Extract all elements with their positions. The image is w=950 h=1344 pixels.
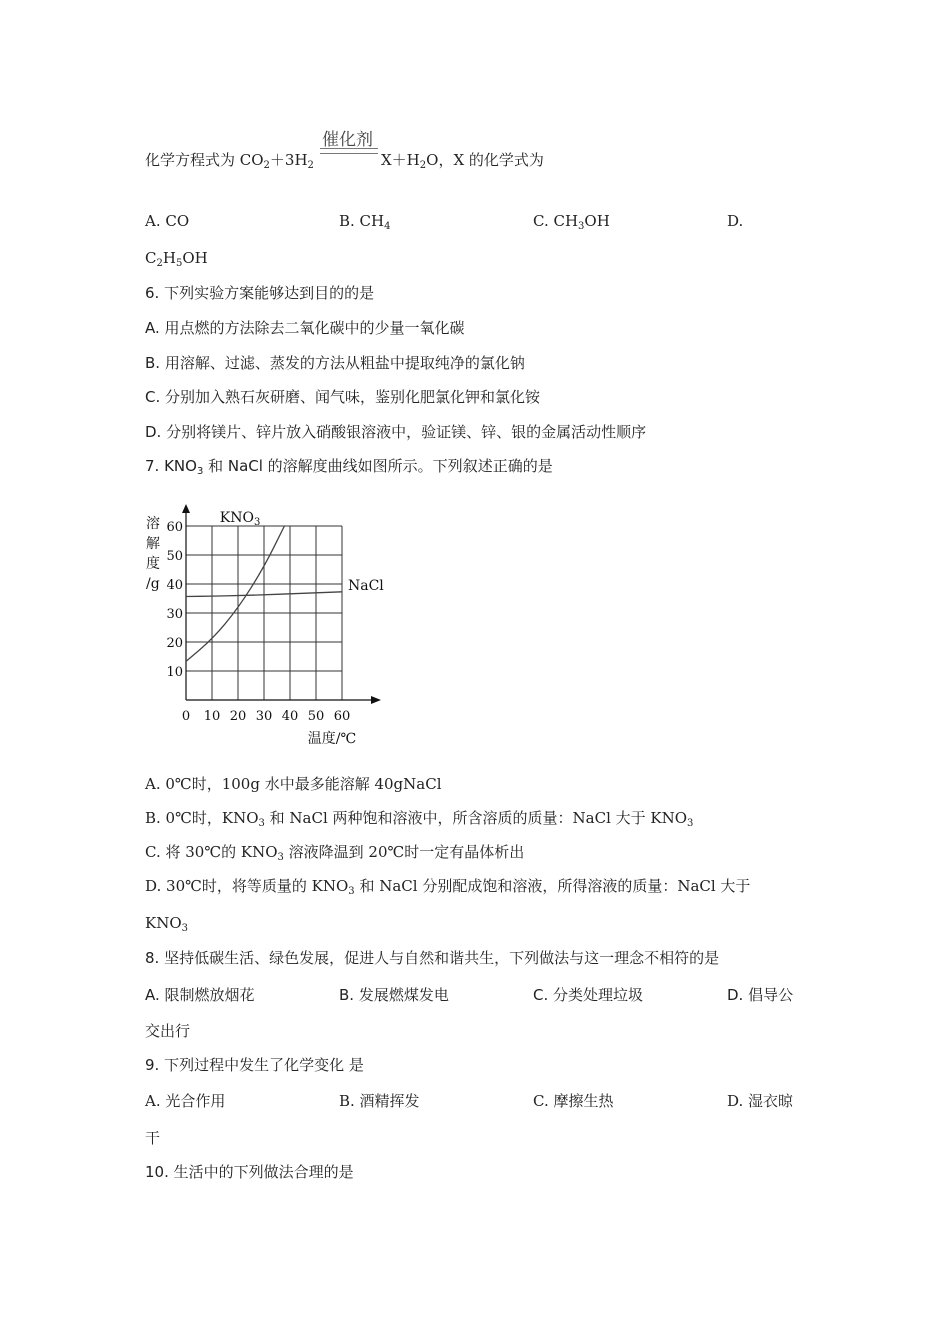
series-line-kno3 — [186, 526, 284, 661]
q6-option-d: D. 分别将镁片、锌片放入硝酸银溶液中，验证镁、锌、银的金属活动性顺序 — [145, 423, 647, 441]
q9-option-a: A. 光合作用 — [145, 1092, 226, 1110]
q7-stem — [145, 456, 553, 476]
eq-plus-h: ＋3H — [269, 151, 308, 169]
y-axis-arrow — [182, 504, 190, 513]
x-tick-label: 30 — [255, 709, 273, 724]
q5-option-d-continued — [145, 248, 208, 268]
q5-d-oh: OH — [182, 249, 208, 267]
q8-option-d-continued: 交出行 — [145, 1022, 191, 1040]
q5-d-c: C — [145, 249, 157, 267]
q5-c-sub: 3 — [578, 221, 585, 232]
q5-d-sub2: 5 — [175, 258, 183, 269]
q7-stem-pre: 7. KNO — [145, 457, 197, 475]
equation-line-left — [145, 150, 314, 170]
q6-option-c: C. 分别加入熟石灰研磨、闻气味，鉴别化肥氯化钾和氯化铵 — [145, 388, 541, 406]
chart-labels — [146, 510, 384, 747]
q9-stem: 9. 下列过程中发生了化学变化 是 — [145, 1056, 364, 1074]
y-axis-label-char: 度 — [146, 556, 160, 572]
q8-option-d: D. 倡导公 — [727, 986, 794, 1004]
y-axis-label-char: 解 — [146, 536, 160, 552]
q5-c-text: C. CH — [533, 212, 579, 230]
equation-line-right — [381, 150, 544, 170]
eq-product: X＋H — [381, 151, 420, 169]
reaction-double-line — [320, 148, 378, 154]
solubility-chart — [140, 500, 390, 750]
q9-option-d: D. 湿衣晾 — [727, 1092, 794, 1110]
eq-suffix: O，X 的化学式为 — [426, 151, 544, 169]
q5-option-b — [339, 211, 391, 231]
q5-c-tail: OH — [584, 212, 610, 230]
q5-b-sub: 4 — [384, 221, 391, 232]
q9-option-d-continued: 干 — [145, 1129, 161, 1147]
q7-d-cont-pre: KNO — [145, 914, 182, 932]
eq-h2-sub: 2 — [307, 160, 314, 171]
y-tick-label: 40 — [166, 578, 183, 593]
catalyst-label: 催化剂 — [322, 130, 373, 150]
y-tick-label: 50 — [166, 549, 183, 564]
q5-option-c — [533, 211, 610, 231]
series-label-nacl: NaCl — [348, 577, 384, 594]
x-axis-label: 温度/℃ — [307, 731, 357, 747]
q9-option-c: C. 摩擦生热 — [533, 1092, 614, 1110]
q7-option-a: A. 0℃时，100g 水中最多能溶解 40gNaCl — [145, 775, 442, 793]
x-axis-arrow — [371, 696, 381, 704]
q7-c-pre: C. 将 30℃的 KNO — [145, 843, 278, 861]
q6-option-b: B. 用溶解、过滤、蒸发的方法从粗盐中提取纯净的氯化钠 — [145, 354, 525, 372]
y-tick-label: 20 — [166, 636, 183, 651]
y-tick-label: 10 — [166, 665, 183, 680]
q6-option-a: A. 用点燃的方法除去二氧化碳中的少量一氧化碳 — [145, 319, 465, 337]
q6-stem: 6. 下列实验方案能够达到目的的是 — [145, 284, 375, 302]
q7-b-mid: 和 NaCl 两种饱和溶液中，所含溶质的质量：NaCl 大于 KNO — [264, 809, 688, 827]
q7-c-sub: 3 — [277, 852, 284, 863]
q7-b-sub2: 3 — [687, 818, 694, 829]
q7-d-sub: 3 — [348, 886, 355, 897]
x-tick-label: 60 — [333, 709, 351, 724]
y-axis-label-char: /g — [146, 576, 160, 592]
q7-b-pre: B. 0℃时，KNO — [145, 809, 259, 827]
y-axis-label-char: 溶 — [146, 516, 160, 532]
q5-b-text: B. CH — [339, 212, 385, 230]
q7-d-pre: D. 30℃时，将等质量的 KNO — [145, 877, 349, 895]
x-tick-label: 40 — [281, 709, 299, 724]
q7-b-sub1: 3 — [258, 818, 265, 829]
x-tick-label: 0 — [181, 709, 191, 724]
q5-d-sub1: 2 — [156, 258, 163, 269]
q7-stem-sub: 3 — [196, 466, 204, 477]
y-tick-label: 30 — [166, 607, 183, 622]
q5-option-a: A. CO — [145, 212, 190, 230]
eq-h2o-sub: 2 — [419, 160, 427, 171]
q7-option-b — [145, 808, 693, 828]
x-tick-label: 10 — [203, 709, 221, 724]
q7-option-c — [145, 842, 524, 862]
q7-c-post: 溶液降温到 20℃时一定有晶体析出 — [283, 843, 525, 861]
q7-stem-post: 和 NaCl 的溶解度曲线如图所示。下列叙述正确的是 — [203, 457, 553, 475]
series-label-kno3: $KNO_3$ — [219, 510, 261, 528]
q5-option-d: D. — [727, 212, 744, 230]
x-tick-label: 20 — [229, 709, 247, 724]
q7-option-d-continued — [145, 913, 188, 933]
q7-d-cont-sub: 3 — [181, 923, 189, 934]
q7-d-post: 和 NaCl 分别配成饱和溶液，所得溶液的质量：NaCl 大于 — [354, 877, 751, 895]
chart-grid — [186, 526, 342, 700]
q8-option-a: A. 限制燃放烟花 — [145, 986, 255, 1004]
eq-co2-sub: 2 — [263, 160, 270, 171]
q8-option-c: C. 分类处理垃圾 — [533, 986, 644, 1004]
q8-option-b: B. 发展燃煤发电 — [339, 986, 449, 1004]
q8-stem: 8. 坚持低碳生活、绿色发展，促进人与自然和谐共生，下列做法与这一理念不相符的是 — [145, 949, 720, 967]
q10-stem: 10. 生活中的下列做法合理的是 — [145, 1163, 354, 1181]
q5-d-h: H — [162, 249, 176, 267]
x-tick-label: 50 — [307, 709, 325, 724]
series-label-kno3-sub: 3 — [253, 517, 261, 528]
q7-option-d — [145, 876, 750, 896]
q9-option-b: B. 酒精挥发 — [339, 1092, 420, 1110]
y-tick-label: 60 — [166, 520, 183, 535]
eq-prefix: 化学方程式为 CO — [145, 151, 264, 169]
